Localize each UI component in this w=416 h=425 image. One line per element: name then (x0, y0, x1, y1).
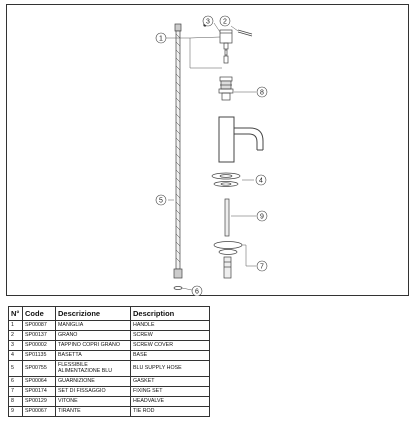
table-row (9, 361, 210, 377)
callout-9: 9 (260, 213, 264, 221)
cell-descrizione: TIRANTE (56, 407, 131, 417)
table-row (9, 331, 210, 341)
cell-description: SCREW COVER (131, 341, 210, 351)
cell-description: GASKET (131, 377, 210, 387)
handle-part (220, 30, 232, 63)
cell-code: SP00174 (23, 387, 56, 397)
callout-3: 3 (206, 18, 210, 26)
cell-description: HEADVALVE (131, 397, 210, 407)
cell-number: 5 (9, 361, 23, 377)
parts-table (8, 306, 210, 417)
table-row (9, 387, 210, 397)
cell-description: BASE (131, 351, 210, 361)
cell-code: SP00067 (23, 407, 56, 417)
cell-descrizione: SET DI FISSAGGIO (56, 387, 131, 397)
cell-descrizione: VITONE (56, 397, 131, 407)
cell-number: 2 (9, 331, 23, 341)
cell-code: SP00755 (23, 361, 56, 377)
cell-code: SP00137 (23, 331, 56, 341)
table-row (9, 341, 210, 351)
cell-number: 9 (9, 407, 23, 417)
cell-code: SP01135 (23, 351, 56, 361)
exploded-view-drawing (6, 4, 409, 296)
callout-8: 8 (260, 89, 264, 97)
cell-number: 1 (9, 321, 23, 331)
header-description: Description (131, 307, 210, 321)
screw-part (238, 30, 252, 36)
cell-descrizione: FLESSIBILE ALIMENTAZIONE BLU (56, 361, 131, 377)
cell-number: 4 (9, 351, 23, 361)
faucet-body-part (219, 117, 263, 162)
table-row (9, 321, 210, 331)
header-code: Code (23, 307, 56, 321)
cell-descrizione: TAPPINO COPRI GRANO (56, 341, 131, 351)
headvalve-part (219, 77, 233, 100)
gasket-part (174, 287, 182, 290)
callout-6: 6 (195, 288, 199, 296)
callout-5: 5 (159, 197, 163, 205)
cell-descrizione: GRANO (56, 331, 131, 341)
table-row (9, 351, 210, 361)
cell-description: BLU SUPPLY HOSE (131, 361, 210, 377)
cell-number: 7 (9, 387, 23, 397)
header-descrizione: Descrizione (56, 307, 131, 321)
cell-number: 6 (9, 377, 23, 387)
cell-code: SP00002 (23, 341, 56, 351)
cell-descrizione: BASETTA (56, 351, 131, 361)
callout-2: 2 (223, 18, 227, 26)
supply-hose-part (174, 24, 182, 278)
table-row (9, 397, 210, 407)
cell-description: FIXING SET (131, 387, 210, 397)
cell-code: SP00087 (23, 321, 56, 331)
cell-number: 8 (9, 397, 23, 407)
fixing-set-part (214, 242, 242, 279)
table-row (9, 377, 210, 387)
base-part (212, 173, 240, 187)
cell-number: 3 (9, 341, 23, 351)
cell-descrizione: GUARNIZIONE (56, 377, 131, 387)
cell-description: SCREW (131, 331, 210, 341)
callout-1: 1 (159, 35, 163, 43)
header-number: N° (9, 307, 23, 321)
callout-4: 4 (259, 177, 263, 185)
table-header-row (9, 307, 210, 321)
cell-code: SP00064 (23, 377, 56, 387)
tie-rod-part (225, 199, 229, 236)
cell-descrizione: MANIGLIA (56, 321, 131, 331)
cell-description: HANDLE (131, 321, 210, 331)
cell-description: TIE ROD (131, 407, 210, 417)
table-row (9, 407, 210, 417)
cell-code: SP00129 (23, 397, 56, 407)
callout-7: 7 (260, 263, 264, 271)
